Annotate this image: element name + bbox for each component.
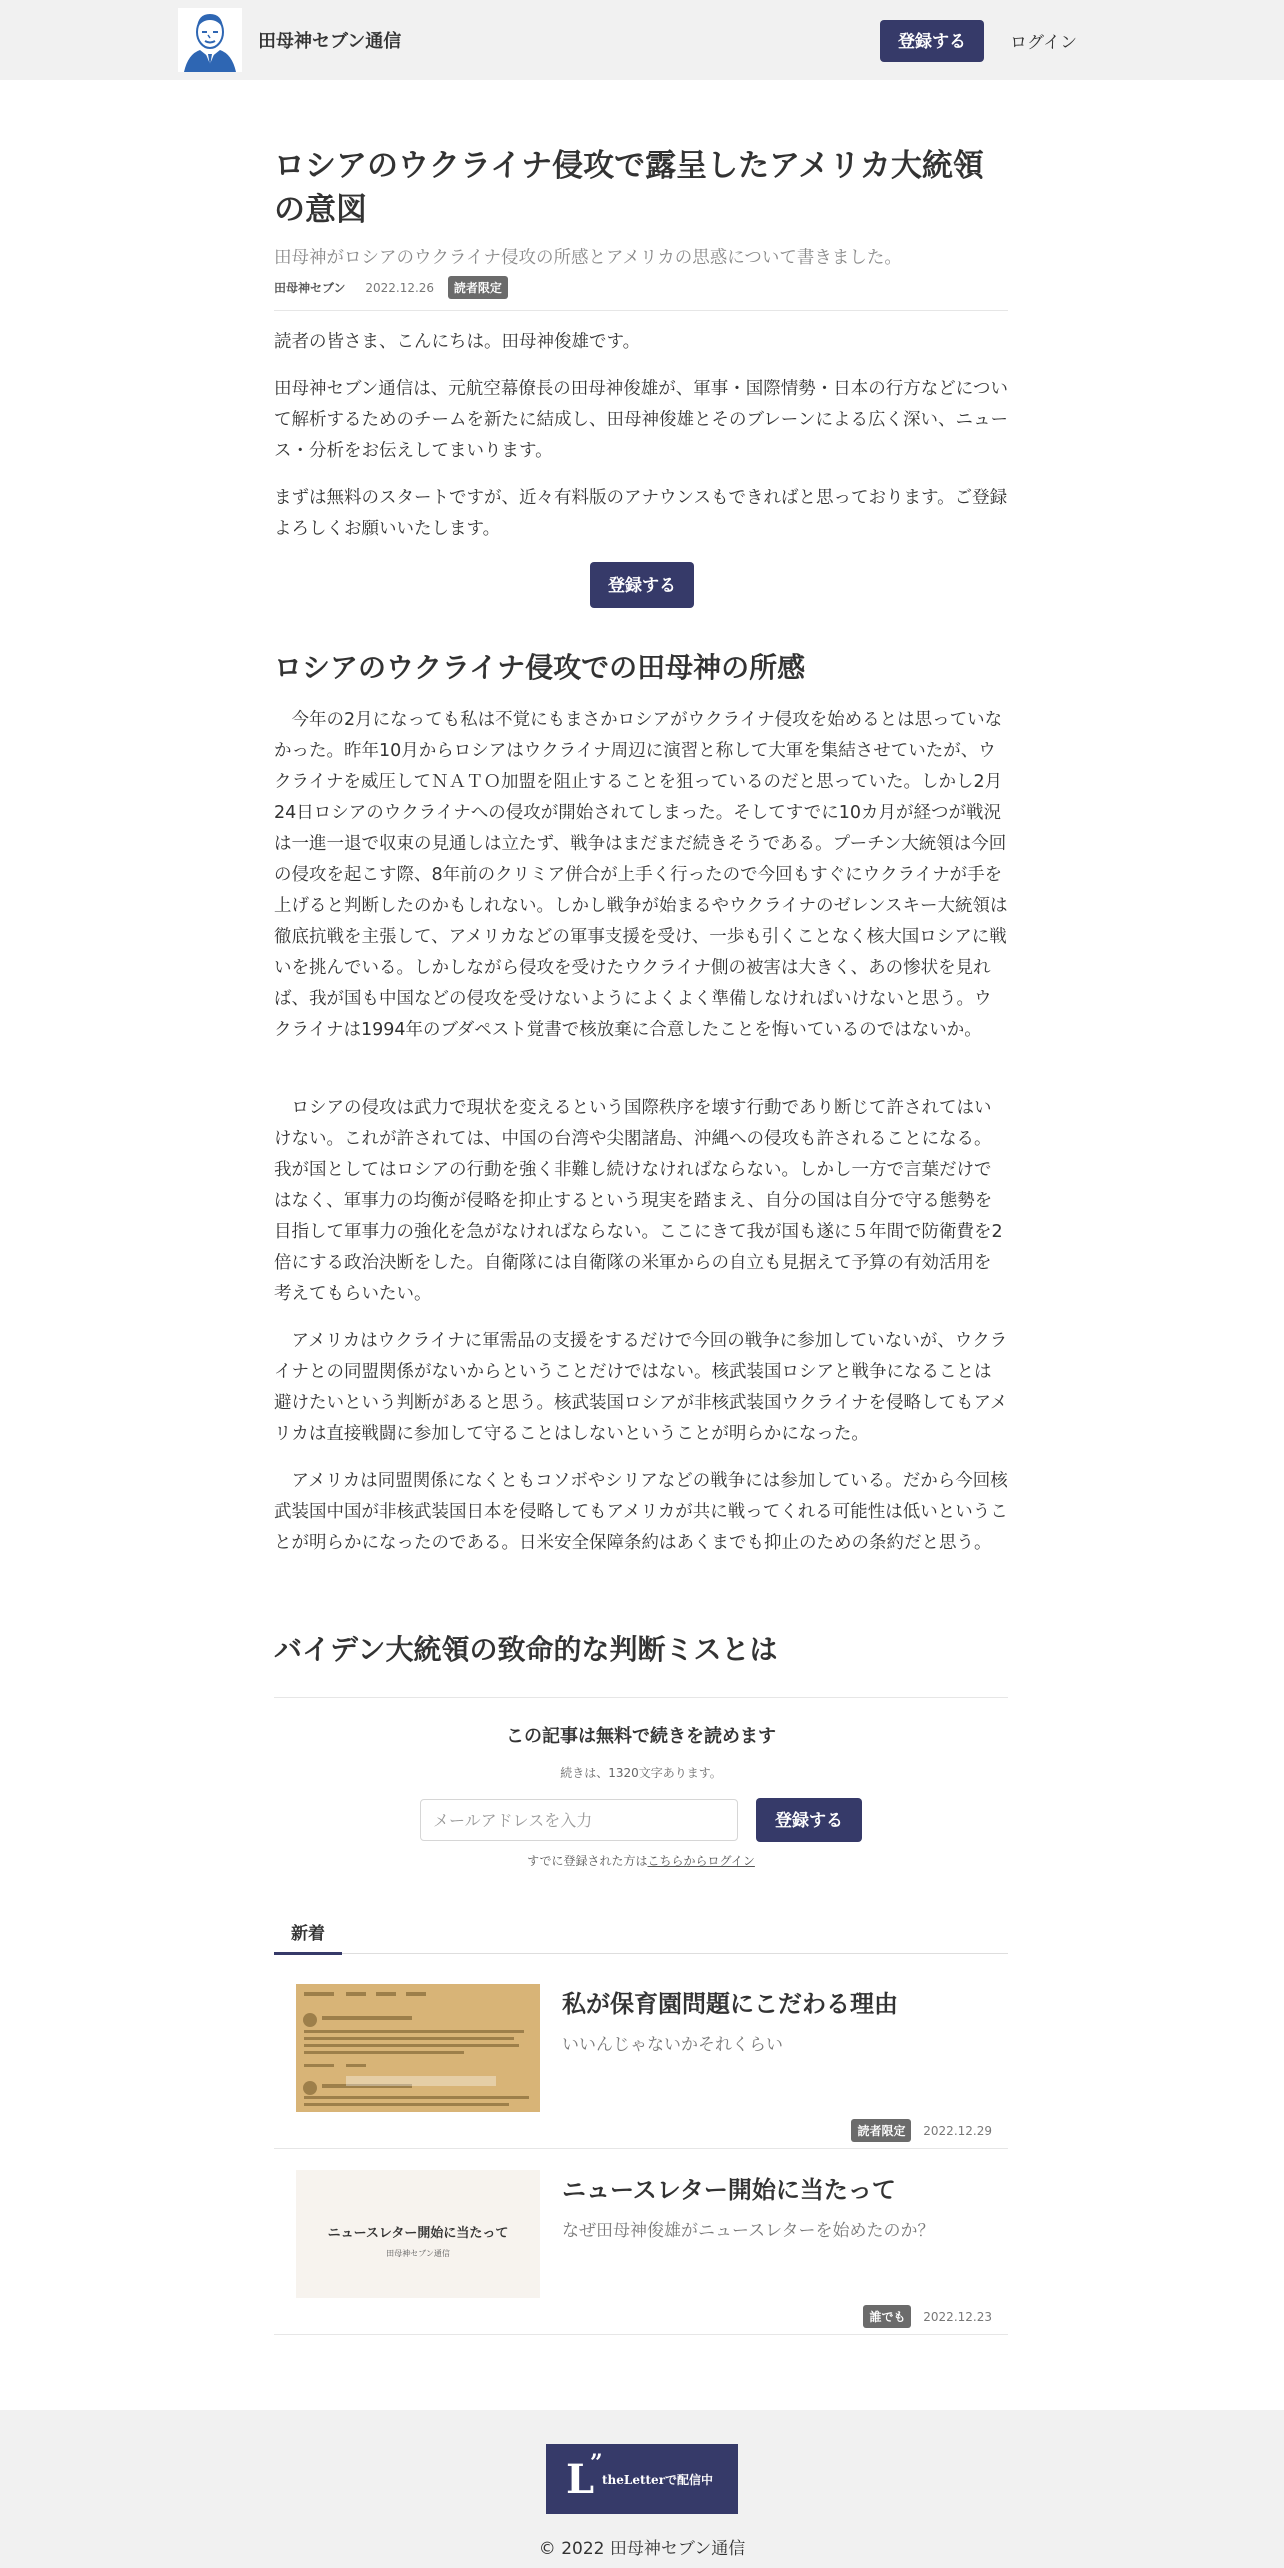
divider bbox=[274, 1697, 1008, 1698]
intro-paragraph: 田母神セブン通信は、元航空幕僚長の田母神俊雄が、軍事・国際情勢・日本の行方などについて解析するためのチームを新たに結成し、田母神俊雄とそのブレーンによる広く深い、ニュース・分析をお伝えしてまいります。 bbox=[274, 379, 1008, 461]
login-prefix: すでに登録された方は bbox=[527, 1854, 648, 1868]
paywall-login-text bbox=[274, 1852, 1008, 1869]
section-heading: バイデン大統領の致命的な判断ミスとは bbox=[274, 1633, 778, 1666]
site-logo-avatar[interactable] bbox=[178, 8, 242, 72]
copyright: © 2022 田母神セブン通信 bbox=[538, 2539, 746, 2559]
paywall-title: この記事は無料で続きを読めます bbox=[506, 1726, 776, 1747]
article-register-button[interactable]: 登録する bbox=[590, 562, 694, 608]
article-title: ロシアのウクライナ侵攻で露呈したアメリカ大統領の意図 bbox=[274, 148, 984, 228]
divider bbox=[274, 310, 1008, 311]
portrait-illustration bbox=[178, 8, 242, 72]
post-card[interactable] bbox=[274, 1962, 1008, 2149]
body-paragraph: 今年の2月になっても私は不覚にもまさかロシアがウクライナ侵攻を始めるとは思っていなかった。昨年10月からロシアはウクライナ周辺に演習と称して大軍を集結させていたが、ウクライナを威圧してＮＡＴＯ加盟を阻止することを狙っているのだと思っていた。しかし2月24日ロシアのウクライナへの侵攻が開始されてしまった。そしてすでに10カ月が経つが戦況は一進一退で収束の見通しは立たず、戦争はまだまだ続きそうである。プーチン大統領は今回の侵攻を起こす際、8年前のクリミア併合が上手く行ったので今回もすぐにウクライナが手を上げると判断したのかもしれない。しかし戦争が始まるやウクライナのゼレンスキー大統領は徹底抗戦を主張して、アメリカなどの軍事支援を受け、一歩も引くことなく核大国ロシアに戦いを挑んでいる。しかしながら侵攻を受けたウクライナ側の被害は大きく、あの惨状を見れば、我が国も中国などの侵攻を受けないようによくよく準備しなければいけないと思う。ウクライナは1994年のブダペスト覚書で核放棄に合意したことを悔いているのではないか。 bbox=[274, 710, 1008, 1040]
paywall-register-button[interactable]: 登録する bbox=[756, 1798, 862, 1842]
header-login-link[interactable]: ログイン bbox=[1010, 33, 1078, 53]
post-title[interactable]: 私が保育園問題にこだわる理由 bbox=[562, 1990, 898, 2018]
post-date: 2022.12.23 bbox=[923, 2309, 992, 2324]
body-paragraph: ロシアの侵攻は武力で現状を変えるという国際秩序を壊す行動であり断じて許されてはいけない。これが許されては、中国の台湾や尖閣諸島、沖縄への侵攻も許されることになる。我が国としてはロシアの行動を強く非難し続けなければならない。しかし一方で言葉だけではなく、軍事力の均衡が侵略を抑止するという現実を踏まえ、自分の国は自分で守る態勢を目指して軍事力の強化を急がなければならない。ここにきて我が国も遂に５年間で防衛費を2倍にする政治決断をした。自衛隊には自衛隊の米軍からの自立も見据えて予算の有効活用を考えてもらいたい。 bbox=[274, 1098, 1003, 1304]
status-badge: 読者限定 bbox=[448, 276, 508, 299]
post-subtitle: いいんじゃないかそれくらい bbox=[562, 2035, 783, 2055]
intro-paragraph: まずは無料のスタートですが、近々有料版のアナウンスもできればと思っております。ご登録よろしくお願いいたします。 bbox=[274, 488, 1008, 539]
status-badge: 誰でも bbox=[863, 2305, 911, 2328]
status-badge: 読者限定 bbox=[851, 2119, 911, 2142]
tweet-screenshot-image bbox=[296, 1984, 540, 2112]
post-subtitle: なぜ田母神俊雄がニュースレターを始めたのか？ bbox=[562, 2221, 935, 2241]
post-meta bbox=[863, 2305, 992, 2328]
post-thumbnail[interactable] bbox=[296, 2170, 540, 2298]
theletter-badge-text: theLetterで配信中 bbox=[602, 2473, 714, 2487]
thumbnail-title: ニュースレター開始に当たって bbox=[327, 2226, 509, 2241]
post-thumbnail[interactable] bbox=[296, 1984, 540, 2112]
site-name[interactable]: 田母神セブン通信 bbox=[258, 31, 402, 52]
article-author[interactable]: 田母神セブン bbox=[274, 281, 346, 295]
email-input[interactable] bbox=[420, 1799, 738, 1841]
tab-underline bbox=[274, 1953, 1008, 1954]
post-date: 2022.12.29 bbox=[923, 2123, 992, 2138]
paywall-remaining: 続きは、1320文字あります。 bbox=[560, 1766, 722, 1780]
body-paragraph: アメリカはウクライナに軍需品の支援をするだけで今回の戦争に参加していないが、ウクライナとの同盟関係がないからということだけではない。核武装国ロシアと戦争になることは避けたいという判断があると思う。核武装国ロシアが非核武装国ウクライナを侵略してもアメリカは直接戦闘に参加して守ることはしないということが明らかになった。 bbox=[274, 1331, 1008, 1444]
post-title[interactable]: ニュースレター開始に当たって bbox=[562, 2176, 896, 2204]
site-header bbox=[0, 0, 1284, 80]
article-meta bbox=[274, 276, 1008, 304]
article-subtitle: 田母神がロシアのウクライナ侵攻の所感とアメリカの思惑について書きました。 bbox=[274, 248, 902, 268]
thumbnail-subtitle: 田母神セブン通信 bbox=[386, 2249, 450, 2258]
header-register-button[interactable]: 登録する bbox=[880, 20, 984, 62]
tab-new[interactable]: 新着 bbox=[274, 1919, 342, 1955]
theletter-badge[interactable] bbox=[546, 2444, 738, 2514]
body-paragraph: アメリカは同盟関係になくともコソボやシリアなどの戦争には参加している。だから今回核武装国中国が非核武装国日本を侵略してもアメリカが共に戦ってくれる可能性は低いということが明らかになったのである。日米安全保障条約はあくまでも抑止のための条約だと思う。 bbox=[274, 1471, 1008, 1553]
section-heading: ロシアのウクライナ侵攻での田母神の所感 bbox=[274, 651, 806, 684]
intro-paragraph: 読者の皆さま、こんにちは。田母神俊雄です。 bbox=[274, 332, 641, 352]
theletter-logo-icon: L bbox=[566, 2456, 595, 2503]
login-link[interactable]: こちらからログイン bbox=[647, 1854, 755, 1868]
post-card[interactable] bbox=[274, 2148, 1008, 2335]
site-footer bbox=[0, 2410, 1284, 2568]
article-date: 2022.12.26 bbox=[365, 280, 435, 295]
post-meta bbox=[851, 2119, 992, 2142]
quote-mark-icon: ” bbox=[590, 2450, 603, 2476]
